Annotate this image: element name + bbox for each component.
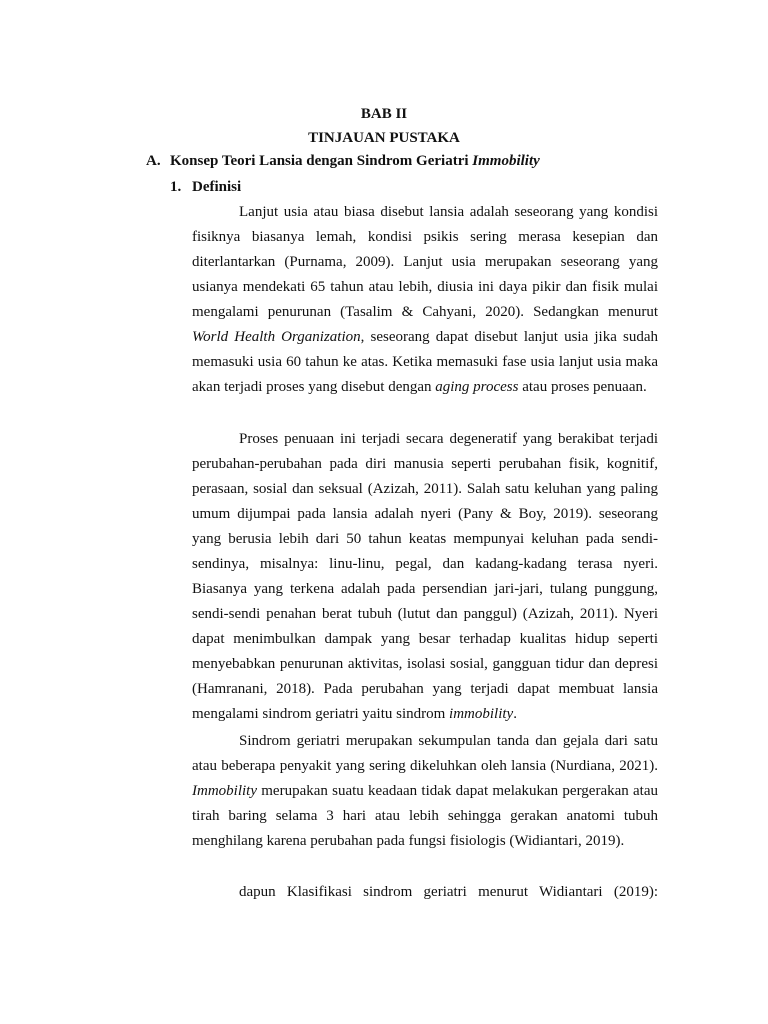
section-title-italic: Immobility bbox=[472, 153, 540, 169]
paragraph-italic-term: Immobility bbox=[192, 783, 257, 799]
paragraph-text: , seseorang dapat disebut lanjut usia jika sudah memasuki usia 60 tahun ke atas. Ketika memasuki fase usia lanjut usia maka akan terjadi proses yang disebut dengan bbox=[192, 329, 658, 395]
paragraph-italic-term: aging process bbox=[435, 379, 519, 395]
subsection-marker: 1. bbox=[170, 179, 182, 195]
paragraph-2 bbox=[192, 427, 658, 727]
section-marker: A. bbox=[146, 153, 161, 169]
paragraph-3 bbox=[192, 729, 658, 854]
paragraph-text: Lanjut usia atau biasa disebut lansia adalah seseorang yang kondisi fisiknya biasanya lemah, kondisi psikis sering merasa kesepian dan diterlantarkan (Purnama, 2009). Lanjut usia merupakan seseorang yang usianya mendekati 65 tahun atau lebih, diusia ini daya pikir dan fisik mulai mengalami penurunan (Tasalim & Cahyani, 2020). Sedangkan menurut bbox=[192, 204, 658, 320]
chapter-number: BAB II bbox=[360, 106, 408, 122]
section-heading bbox=[146, 151, 540, 171]
subsection-heading bbox=[170, 177, 241, 197]
paragraph-italic-term: immobility bbox=[449, 706, 514, 722]
subsection-title: Definisi bbox=[192, 179, 242, 195]
paragraph-1 bbox=[192, 200, 658, 400]
paragraph-text: atau proses penuaan. bbox=[518, 379, 647, 395]
chapter-title: TINJAUAN PUSTAKA bbox=[308, 130, 460, 146]
paragraph-text: . bbox=[513, 706, 517, 722]
paragraph-4 bbox=[192, 880, 658, 905]
section-title: Konsep Teori Lansia dengan Sindrom Geriatri bbox=[170, 153, 469, 169]
paragraph-italic-term: World Health Organization bbox=[192, 329, 361, 345]
paragraph-text: Proses penuaan ini terjadi secara degeneratif yang berakibat terjadi perubahan-perubahan pada diri manusia seperti perubahan fisik, kognitif, perasaan, sosial dan seksual (Azizah, 2011). Salah satu keluhan yang paling umum dijumpai pada lansia adalah nyeri (Pany & Boy, 2019). seseorang yang berusia lebih dari 50 tahun keatas mempunyai keluhan pada sendi-sendinya, misalnya: linu-linu, pegal, dan kadang-kadang terasa nyeri. Biasanya yang terkena adalah pada persendian jari-jari, tulang punggung, sendi-sendi penahan berat tubuh (lutut dan panggul) (Azizah, 2011). Nyeri dapat menimbulkan dampak yang besar terhadap kualitas hidup seperti menyebabkan penurunan aktivitas, isolasi sosial, gangguan tidur dan depresi (Hamranani, 2018). Pada perubahan yang terjadi dapat membuat lansia mengalami sindrom geriatri yaitu sindrom bbox=[192, 431, 658, 722]
paragraph-text: dapun Klasifikasi sindrom geriatri menurut Widiantari (2019): bbox=[239, 884, 658, 900]
paragraph-text: merupakan suatu keadaan tidak dapat melakukan pergerakan atau tirah baring selama 3 hari atau lebih sehingga gerakan anatomi tubuh menghilang karena perubahan pada fungsi fisiologis (Widiantari, 2019). bbox=[192, 783, 658, 849]
paragraph-text: Sindrom geriatri merupakan sekumpulan tanda dan gejala dari satu atau beberapa penyakit yang sering dikeluhkan oleh lansia (Nurdiana, 2021). bbox=[192, 733, 658, 774]
